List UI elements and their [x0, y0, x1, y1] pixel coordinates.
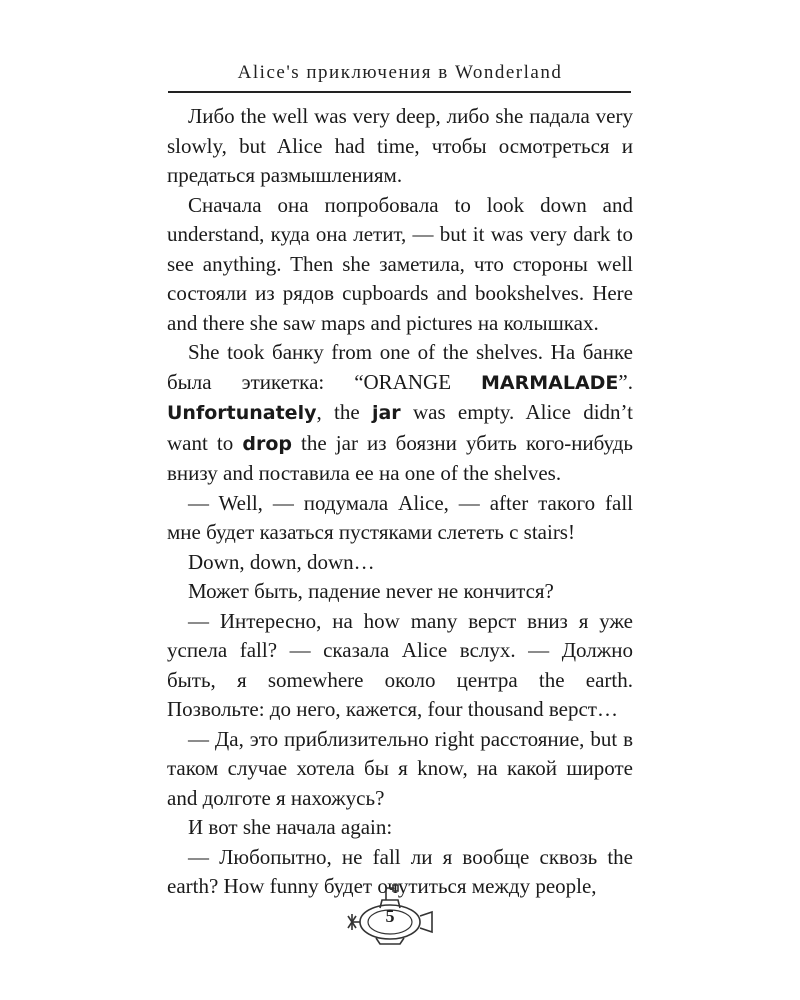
paragraph	[167, 725, 633, 814]
paragraph-text: Сначала она попробовала to look down and understand, куда она летит, — but it was very dark to see anything. Then she заметила, что стороны well состояли из рядов cupboards and bookshelves. Here and there she saw maps and pictures на колышках.	[167, 192, 633, 335]
paragraph	[167, 191, 633, 339]
paragraph	[167, 607, 633, 725]
header-rule	[168, 91, 631, 93]
paragraph-text: She took банку from one of the shelves. На банке была этикетка: “ORANGE	[167, 340, 633, 394]
running-header: Alice's приключения в Wonderland	[237, 62, 563, 83]
paragraph-text: — Да, это приблизительно right расстояние, but в таком случае хотела бы я know, на какой широте and долготе я нахожусь?	[167, 726, 633, 810]
paragraph-text: Может быть, падение never не кончится?	[188, 579, 554, 603]
paragraph-text: — Любопытно, не fall ли я вообще сквозь the earth? How funny будет очутиться между people,	[167, 844, 633, 898]
emphasis-unfortunately: Unfortunately	[167, 402, 317, 424]
paragraph-text: , the	[316, 400, 372, 424]
paragraph-text: Down, down, down…	[188, 549, 375, 574]
paragraph-text: the jar из боязни убить кого-нибудь внизу and поставила ее на one of the shelves.	[167, 430, 633, 485]
paragraph-text: — Well, — подумала Alice, — after такого fall мне будет казаться пустяками слететь с stairs!	[167, 490, 633, 544]
paragraph	[167, 338, 633, 489]
page-body	[167, 102, 633, 902]
paragraph	[167, 489, 633, 548]
paragraph-text: — Интересно, на how many верст вниз я уже успела fall? — сказала Alice вслух. — Должно быть, я somewhere около центра the earth. Позвольте: до него, кажется, four thousand верст…	[167, 608, 633, 721]
paragraph	[167, 577, 633, 607]
emphasis-jar: jar	[371, 402, 401, 424]
paragraph-text: was empty. Alice didn’t want to	[167, 400, 633, 455]
emphasis-drop: drop	[242, 432, 292, 455]
paragraph-text: И вот she начала again:	[188, 815, 393, 839]
emphasis-marmalade: MARMALADE	[481, 371, 619, 394]
page-number: 5	[385, 906, 395, 926]
paragraph	[167, 102, 633, 191]
paragraph	[167, 813, 633, 843]
paragraph-text: Либо the well was very deep, либо she падала very slowly, but Alice had time, чтобы осмотреться и предаться размышлениям.	[167, 104, 633, 187]
paragraph-text: ”.	[618, 369, 633, 394]
paragraph	[167, 548, 633, 578]
